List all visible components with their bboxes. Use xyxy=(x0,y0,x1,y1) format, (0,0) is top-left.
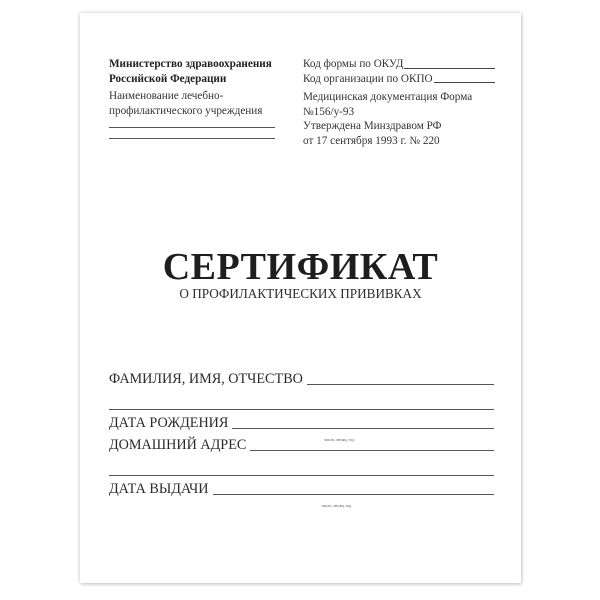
okpo-input-line[interactable] xyxy=(434,82,495,83)
form-info-line-1: Медицинская документация Форма xyxy=(303,91,473,103)
institution-label-line-1: Наименование лечебно- xyxy=(109,90,224,102)
okpo-label: Код организации по ОКПО xyxy=(303,72,433,85)
birth-date-label: ДАТА РОЖДЕНИЯ xyxy=(109,415,229,431)
home-address-input-line-2[interactable] xyxy=(109,475,494,476)
document-title: СЕРТИФИКАТ xyxy=(162,246,439,288)
okud-input-line[interactable] xyxy=(404,68,495,69)
birth-date-caption: число, месяц, год xyxy=(324,437,354,442)
home-address-field xyxy=(109,437,494,454)
full-name-input-line[interactable] xyxy=(307,384,494,385)
institution-label xyxy=(109,89,262,119)
issue-date-caption: число, месяц, год xyxy=(321,503,352,508)
ministry-line-2: Российской Федерации xyxy=(109,73,227,85)
issue-date-label: ДАТА ВЫДАЧИ xyxy=(109,481,209,497)
okud-label: Код формы по ОКУД xyxy=(303,58,404,70)
issue-date-input-line[interactable] xyxy=(213,494,495,508)
okud-row xyxy=(303,57,495,72)
home-address-label: ДОМАШНИЙ АДРЕС xyxy=(109,437,247,453)
form-info-line-3: Утверждена Минздравом РФ xyxy=(303,120,442,132)
document-subtitle: О ПРОФИЛАКТИЧЕСКИХ ПРИВИВКАХ xyxy=(179,286,422,301)
birth-date-input-line[interactable] xyxy=(232,428,494,442)
birth-date-field xyxy=(109,415,494,442)
ministry-name xyxy=(109,57,272,87)
home-address-input-line[interactable] xyxy=(250,450,494,451)
form-codes-block xyxy=(303,57,495,148)
institution-input-line-1[interactable] xyxy=(109,127,275,128)
form-info-line-4: от 17 сентября 1993 г. № 220 xyxy=(303,134,440,147)
form-info-line-2: №156/у-93 xyxy=(303,105,355,118)
institution-input-line-2[interactable] xyxy=(109,138,275,139)
ministry-line-1: Министерство здравоохранения xyxy=(109,58,272,70)
full-name-label: ФАМИЛИЯ, ИМЯ, ОТЧЕСТВО xyxy=(109,371,303,387)
full-name-field xyxy=(109,371,494,388)
okpo-row xyxy=(303,72,495,87)
issue-date-field xyxy=(109,481,494,508)
certificate-cover-page xyxy=(80,13,521,583)
institution-label-line-2: профилактического учреждения xyxy=(109,105,263,117)
full-name-input-line-2[interactable] xyxy=(109,409,494,410)
